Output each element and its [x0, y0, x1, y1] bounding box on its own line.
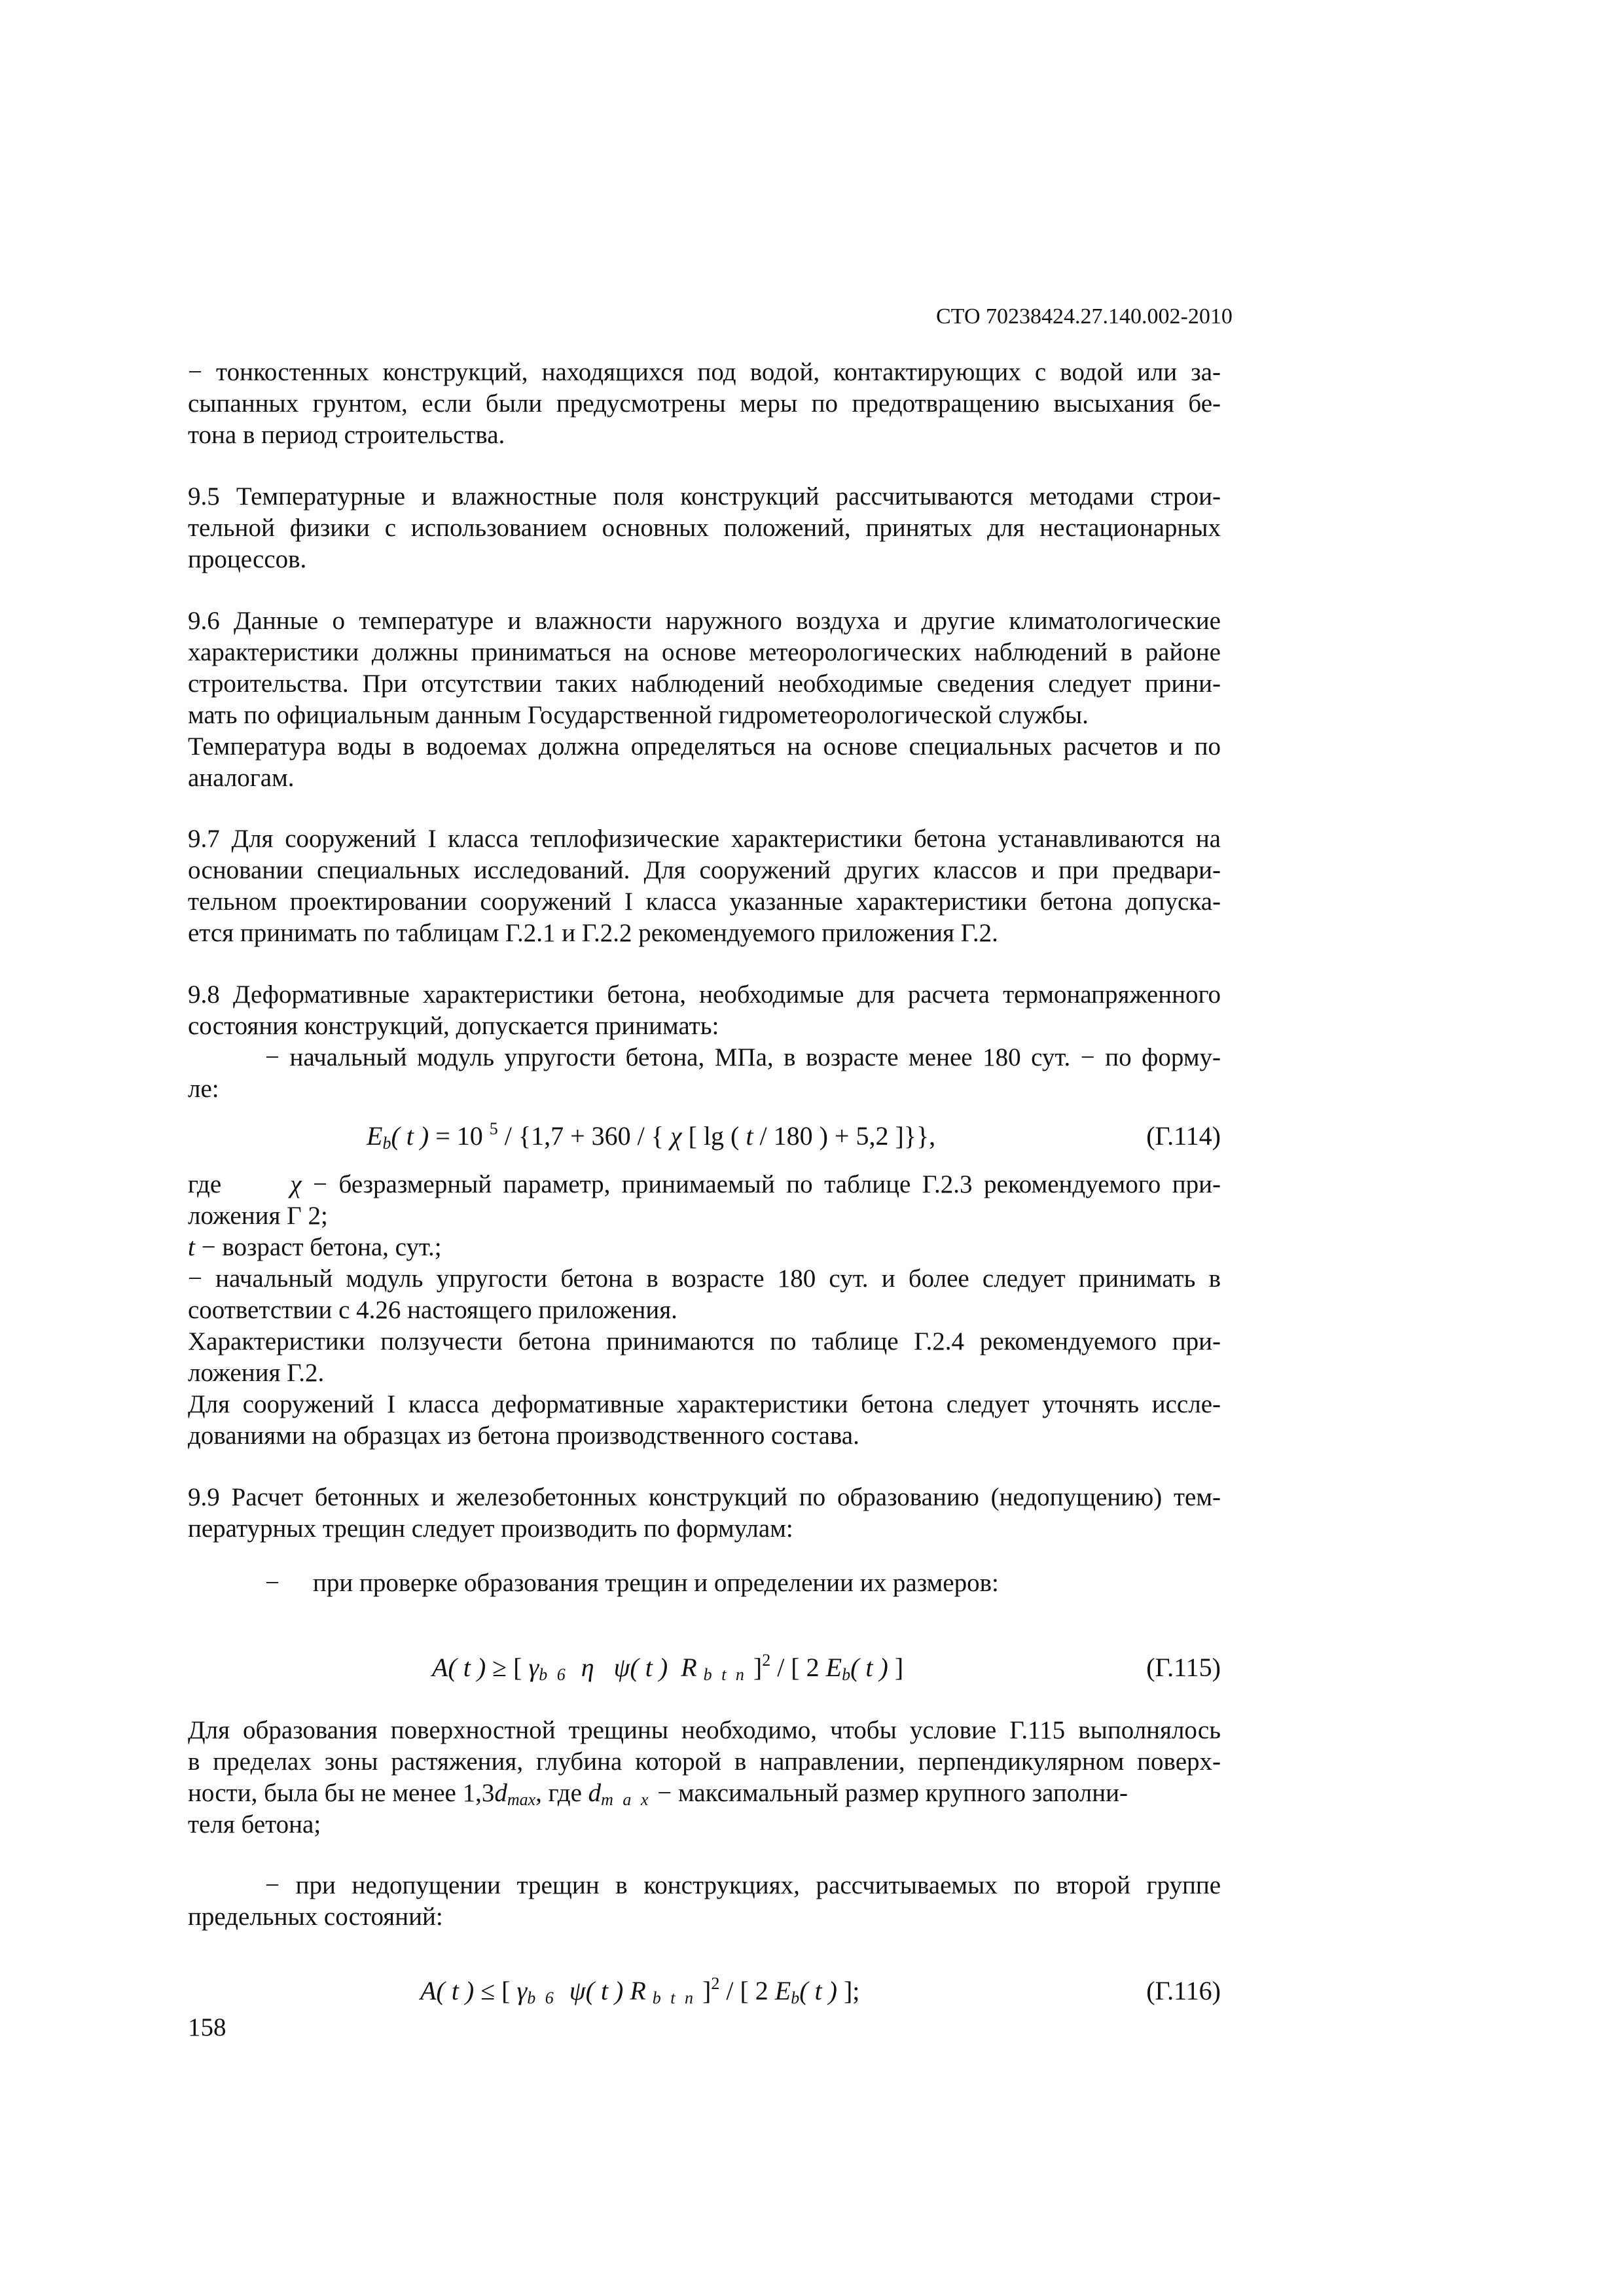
- formula-text: ]: [746, 1653, 763, 1682]
- paragraph-9-6-line: мать по официальным данным Государственной гидрометеорологической службы.: [188, 701, 1089, 729]
- formula-symbol: E: [774, 1976, 791, 2005]
- formula-number: (Г.114): [1146, 1121, 1221, 1151]
- formula-g115: [432, 1652, 903, 1683]
- chi-symbol: χ: [290, 1170, 302, 1198]
- bullet-text: − при недопущении трещин в конструкциях, рассчитываемых по второй группе: [265, 1871, 1221, 1899]
- paragraph-9-6-line: характеристики должны приниматься на основе метеорологических наблюдений в районе: [188, 638, 1221, 666]
- paragraph-9-5-line: тельной физики с использованием основных положений, принятых для нестационарных: [188, 514, 1221, 542]
- formula-symbol: γ: [516, 1976, 528, 2005]
- paragraph-9-8-line: 9.8 Деформативные характеристики бетона, необходимые для расчета термонапряженного: [188, 980, 1221, 1009]
- formula-symbol: R: [630, 1976, 646, 2005]
- formula-symbol: A( t ): [432, 1653, 486, 1682]
- paragraph-9-8-line: ложения Г.2.: [188, 1359, 325, 1387]
- formula-symbol: ( t ): [799, 1976, 837, 2005]
- surface-crack-text: − максимальный размер крупного заполни-: [651, 1779, 1128, 1807]
- intro-line: − тонкостенных конструкций, находящихся под водой, контактирующих с водой или за-: [188, 358, 1221, 386]
- page-number: 158: [188, 2013, 226, 2041]
- formula-text: ];: [837, 1976, 860, 2005]
- paragraph-9-7-line: 9.7 Для сооружений I класса теплофизические характеристики бетона устанавливаются на: [188, 825, 1221, 853]
- t-definition: − возраст бетона, сут.;: [194, 1233, 442, 1261]
- paragraph-9-5-line: 9.5 Температурные и влажностные поля конструкций рассчитываются методами строи-: [188, 482, 1221, 511]
- d-symbol: d: [588, 1779, 602, 1807]
- formula-symbol: ψ( t ): [569, 1976, 630, 2005]
- formula-text: ≤ [: [474, 1976, 517, 2005]
- formula-text: / [ 2: [719, 1976, 775, 2005]
- paragraph-9-7-line: основании специальных исследований. Для сооружений других классов и при предвари-: [188, 856, 1221, 884]
- formula-symbol: ψ( t ): [613, 1653, 668, 1682]
- paragraph-9-5-line: процессов.: [188, 545, 307, 573]
- d-subscript: max: [507, 1790, 536, 1809]
- paragraph-9-6-line: аналогам.: [188, 764, 295, 792]
- formula-subscript: b t n: [652, 1988, 696, 2007]
- formula-symbol: χ: [670, 1121, 682, 1151]
- formula-subscript: b: [842, 1665, 851, 1684]
- d-subscript: m a x: [601, 1790, 651, 1809]
- bullet-text: предельных состояний:: [188, 1903, 443, 1931]
- surface-crack-line: теля бетона;: [188, 1810, 321, 1839]
- formula-subscript: b t n: [703, 1665, 747, 1684]
- t-symbol: t: [188, 1233, 195, 1261]
- paragraph-9-8-line: ложения Г 2;: [188, 1202, 328, 1230]
- formula-text: / {1,7 + 360 / {: [497, 1121, 670, 1151]
- formula-subscript: b: [382, 1134, 391, 1153]
- formula-symbol: ( t ): [391, 1121, 429, 1151]
- formula-symbol: η: [581, 1653, 594, 1682]
- paragraph-9-8-line: соответствии с 4.26 настоящего приложения.: [188, 1296, 677, 1324]
- paragraph-9-9-line: 9.9 Расчет бетонных и железобетонных конструкций по образованию (недопущению) тем-: [188, 1483, 1221, 1511]
- paragraph-9-7-line: ется принимать по таблицам Г.2.1 и Г.2.2 рекомендуемого приложения Г.2.: [188, 919, 998, 947]
- chi-definition: − безразмерный параметр, принимаемый по таблице Г.2.3 рекомендуемого при-: [301, 1170, 1221, 1198]
- paragraph-9-8-line: Характеристики ползучести бетона принимаются по таблице Г.2.4 рекомендуемого при-: [188, 1327, 1221, 1355]
- formula-subscript: b: [791, 1988, 800, 2007]
- formula-text: / 180 ) + 5,2 ]}},: [753, 1121, 936, 1151]
- surface-crack-text: ности, была бы не менее 1,3: [188, 1779, 495, 1807]
- paragraph-9-8-line: ле:: [188, 1075, 219, 1103]
- surface-crack-text: , где: [535, 1779, 588, 1807]
- intro-line: сыпанных грунтом, если были предусмотрены меры по предотвращению высыхания бе-: [188, 389, 1221, 418]
- formula-text: ≥ [: [486, 1653, 529, 1682]
- formula-text: ]: [888, 1653, 904, 1682]
- paragraph-9-8-line: [188, 1169, 1221, 1200]
- surface-crack-line: Для образования поверхностной трещины необходимо, чтобы условие Г.115 выполнялось: [188, 1716, 1221, 1744]
- surface-crack-line: [188, 1778, 1128, 1809]
- paragraph-9-7-line: тельном проектировании сооружений I класса указанные характеристики бетона допуска-: [188, 888, 1221, 916]
- formula-symbol: R: [681, 1653, 697, 1682]
- formula-symbol: γ: [528, 1653, 539, 1682]
- formula-subscript: b 6: [539, 1665, 568, 1684]
- d-symbol: d: [494, 1779, 507, 1807]
- formula-g114: [367, 1121, 935, 1152]
- formula-text: [ lg (: [681, 1121, 746, 1151]
- paragraph-9-8-line: [188, 1232, 442, 1263]
- formula-superscript: 5: [489, 1119, 498, 1138]
- paragraph-9-8-line: состояния конструкций, допускается принимать:: [188, 1012, 719, 1040]
- where-label: где: [188, 1170, 222, 1198]
- paragraph-9-6-line: 9.6 Данные о температуре и влажности наружного воздуха и другие климатологические: [188, 607, 1221, 635]
- paragraph-9-8-line: дованиями на образцах из бетона производственного состава.: [188, 1422, 859, 1450]
- paragraph-9-6-line: строительства. При отсутствии таких наблюдений необходимые сведения следует прини-: [188, 670, 1221, 698]
- intro-line: тона в период строительства.: [188, 421, 505, 449]
- paragraph-9-6-line: Температура воды в водоемах должна определяться на основе специальных расчетов и по: [188, 732, 1221, 761]
- paragraph-9-8-line: − начальный модуль упругости бетона в возрасте 180 сут. и более следует принимать в: [188, 1265, 1221, 1293]
- formula-superscript: 2: [711, 1974, 720, 1993]
- bullet-text: при проверке образования трещин и определении их размеров:: [313, 1569, 999, 1597]
- formula-text: ]: [696, 1976, 712, 2005]
- formula-g116: [420, 1975, 859, 2007]
- formula-symbol: ( t ): [850, 1653, 888, 1682]
- paragraph-9-9-line: пературных трещин следует производить по формулам:: [188, 1515, 793, 1543]
- formula-superscript: 2: [762, 1651, 771, 1670]
- formula-symbol: E: [367, 1121, 383, 1151]
- formula-number: (Г.115): [1146, 1653, 1221, 1682]
- formula-subscript: b 6: [527, 1988, 556, 2007]
- formula-text: = 10: [429, 1121, 490, 1151]
- paragraph-9-8-line: − начальный модуль упругости бетона, МПа, в возрасте менее 180 сут. − по форму-: [265, 1043, 1221, 1071]
- formula-text: / [ 2: [770, 1653, 826, 1682]
- document-code: СТО 70238424.27.140.002-2010: [936, 304, 1233, 329]
- bullet-dash: −: [265, 1569, 280, 1597]
- formula-symbol: E: [825, 1653, 842, 1682]
- surface-crack-line: в пределах зоны растяжения, глубина которой в направлении, перпендикулярном поверх-: [188, 1748, 1221, 1776]
- formula-symbol: A( t ): [420, 1976, 475, 2005]
- paragraph-9-8-line: Для сооружений I класса деформативные характеристики бетона следует уточнять иссле-: [188, 1390, 1221, 1418]
- formula-symbol: t: [746, 1121, 753, 1151]
- formula-number: (Г.116): [1146, 1976, 1221, 2005]
